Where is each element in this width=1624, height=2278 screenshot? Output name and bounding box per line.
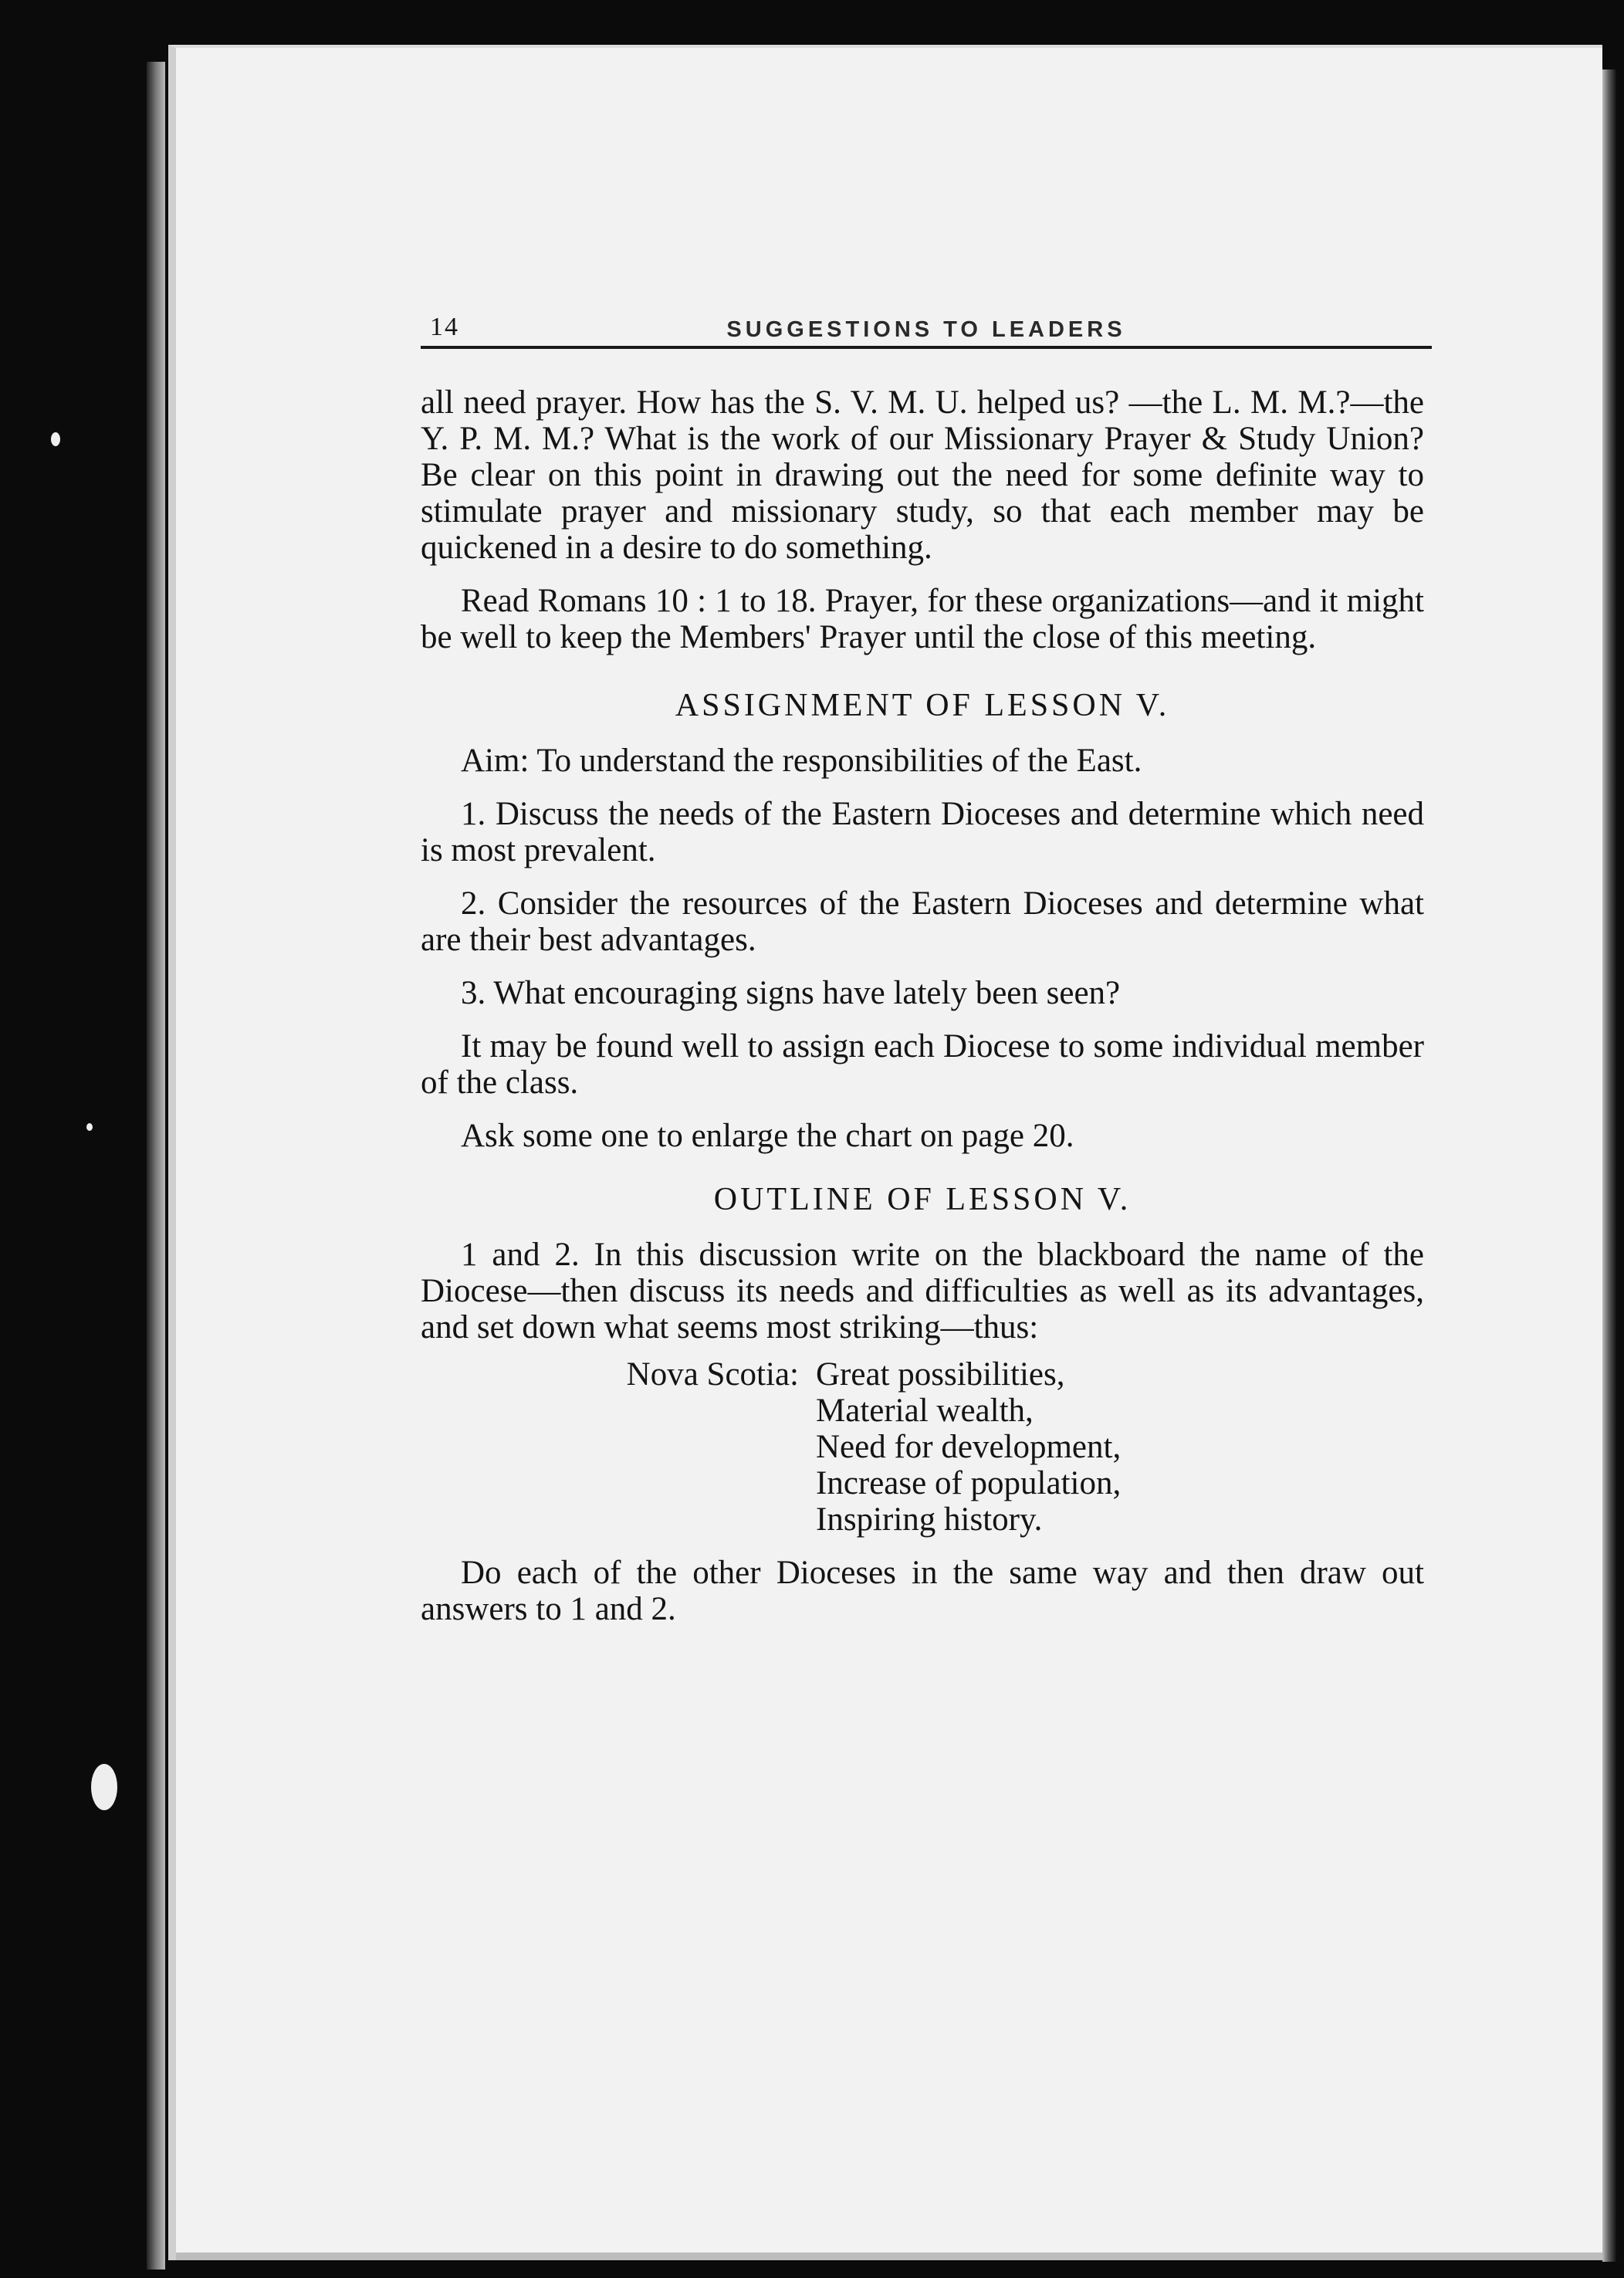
assignment-item-1: 1. Discuss the needs of the Eastern Dioceses and determine which need is most prevalent. — [421, 796, 1424, 868]
running-head: SUGGESTIONS TO LEADERS — [726, 317, 1126, 342]
outline-example-item: Increase of population, — [816, 1465, 1122, 1501]
assignment-note: It may be found well to assign each Diocese to some individual member of the class. — [421, 1028, 1424, 1101]
page-number: 14 — [430, 313, 459, 341]
assignment-aim: Aim: To understand the responsibilities of the East. — [461, 743, 1142, 779]
page-content — [421, 309, 1424, 1627]
outline-example-item: Need for development, — [816, 1429, 1122, 1465]
outline-intro: 1 and 2. In this discussion write on the blackboard the name of the Diocese—then discuss its needs and difficulties as well as its advantages, and set down what seems most striking—thus: — [421, 1237, 1424, 1345]
scan-speck — [86, 1123, 93, 1131]
outline-example-item: Great possibilities, — [816, 1356, 1065, 1393]
outline-heading: OUTLINE OF LESSON V. — [713, 1182, 1132, 1217]
assignment-item-2: 2. Consider the resources of the Eastern Dioceses and determine what are their best advantages. — [421, 885, 1424, 958]
scan-speck — [51, 432, 60, 446]
assignment-item-3: 3. What encouraging signs have lately been seen? — [461, 975, 1121, 1011]
outline-example-item: Material wealth, — [816, 1393, 1034, 1429]
outline-example-list — [816, 1356, 1121, 1538]
outline-example — [421, 1356, 1424, 1538]
page-right-edge — [1602, 69, 1616, 2262]
paragraph-prayer-unions: all need prayer. How has the S. V. M. U. helped us? —the L. M. M.?—the Y. P. M. M.? What is the work of our Missionary Prayer & Study Union? Be clear on this point in drawing out the need for some definite way to stimulate prayer and missionary study, so that each member may be quickened in a desire to do something. — [421, 384, 1424, 566]
outline-example-label: Nova Scotia: — [626, 1356, 799, 1393]
outline-closing: Do each of the other Dioceses in the same way and then draw out answers to 1 and 2. — [421, 1555, 1424, 1627]
paragraph-read-romans: Read Romans 10 : 1 to 18. Prayer, for these organizations—and it might be well to keep the Members' Prayer until the close of this meeting. — [421, 583, 1424, 655]
assignment-heading: ASSIGNMENT OF LESSON V. — [675, 688, 1170, 723]
assignment-chart-note: Ask some one to enlarge the chart on page 20. — [461, 1118, 1074, 1154]
page-header — [421, 309, 1432, 349]
book-spine-shadow — [147, 62, 165, 2270]
outline-example-item: Inspiring history. — [816, 1501, 1043, 1538]
scan-speck — [91, 1764, 117, 1810]
page-bottom-edge — [176, 2253, 1602, 2260]
